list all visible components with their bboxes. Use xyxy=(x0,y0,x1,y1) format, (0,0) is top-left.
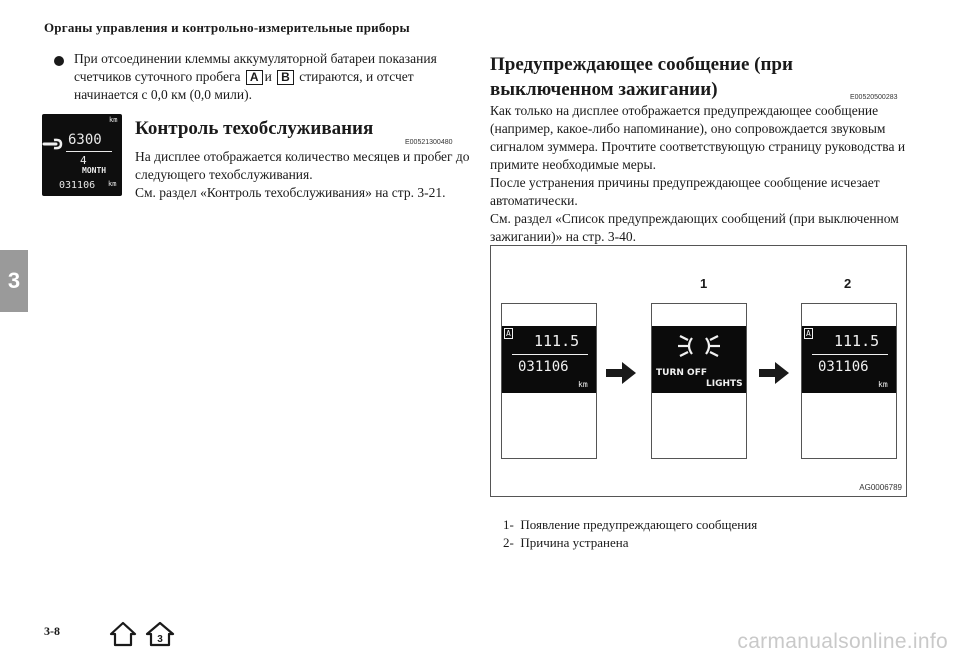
lights-warning-icon xyxy=(676,330,722,362)
km-unit: km xyxy=(878,380,888,389)
arrow-right-icon xyxy=(759,362,789,384)
warning-section-code: E00520500283 xyxy=(850,94,898,101)
warning-section-title: Предупреждающее сообщение (при выключенном зажигании) xyxy=(490,54,793,100)
reset-note xyxy=(74,50,474,104)
display-divider xyxy=(512,354,588,355)
figure-code: AG0006789 xyxy=(859,483,902,492)
warning-line-1: TURN OFF xyxy=(656,368,707,378)
figure-legend xyxy=(503,516,757,552)
home-icon[interactable] xyxy=(108,620,138,648)
page-header: Органы управления и контрольно-измерительные приборы xyxy=(44,20,410,35)
legend-number: 1- xyxy=(503,517,514,532)
display-divider xyxy=(812,354,888,355)
trip-a-key: A xyxy=(246,70,263,85)
warning-body-text-3: См. раздел «Список предупреждающих сообщений (при выключенном зажигании)» на стр. 3-40. xyxy=(490,211,899,244)
bullet-icon xyxy=(54,56,64,66)
legend-number: 2- xyxy=(503,535,514,550)
watermark: carmanualsonline.info xyxy=(737,630,948,653)
reset-note-text-2: стираются, и отсчет начинается с 0,0 км (0,0 мили). xyxy=(74,69,414,102)
page-number: 3-8 xyxy=(44,624,60,638)
service-distance: 6300 xyxy=(68,132,102,148)
service-section-body xyxy=(135,148,470,202)
warning-body-text-1: Как только на дисплее отображается предупреждающее сообщение (например, какое-либо напоминание), оно сопровождается звуковым сигналом зуммера. Прочтите соответствующую страницу руководства и примите необходимые меры. xyxy=(490,103,906,172)
trip-badge: A xyxy=(806,329,811,338)
km-label-bottom: km xyxy=(108,180,117,188)
display-panel-after xyxy=(801,303,897,459)
legend-text: Появление предупреждающего сообщения xyxy=(520,517,758,532)
conjunction: и xyxy=(264,69,272,84)
trip-display xyxy=(502,326,596,393)
trip-value: 111.5 xyxy=(534,332,580,350)
odometer-value: 031106 xyxy=(59,180,96,191)
odometer-value: 031106 xyxy=(818,359,869,375)
service-section-title: Контроль техобслуживания xyxy=(135,118,374,139)
service-section-code: E00521300480 xyxy=(405,139,453,146)
km-unit: km xyxy=(578,380,588,389)
service-reference: См. раздел «Контроль техобслуживания» на стр. 3-21. xyxy=(135,185,446,200)
display-panel-before xyxy=(501,303,597,459)
chapter-home-icon[interactable] xyxy=(144,620,176,648)
trip-b-key: B xyxy=(277,70,294,85)
chapter-home-number: 3 xyxy=(157,634,163,645)
chapter-tab[interactable] xyxy=(0,250,28,312)
arrow-right-icon xyxy=(606,362,636,384)
warning-line-2: LIGHTS xyxy=(706,379,743,389)
legend-item xyxy=(503,534,757,552)
service-body-text: На дисплее отображается количество месяцев и пробег до следующего техобслуживания. xyxy=(135,149,470,182)
reset-note-text-1: При отсоединении клеммы аккумуляторной батареи показания счетчиков суточного пробега xyxy=(74,51,437,84)
km-label-top: km xyxy=(109,116,118,124)
odometer-value: 031106 xyxy=(518,359,569,375)
trip-badge: A xyxy=(506,329,511,338)
callout-1: 1 xyxy=(700,276,708,291)
legend-item xyxy=(503,516,757,534)
trip-value: 111.5 xyxy=(834,332,880,350)
trip-display xyxy=(802,326,896,393)
divider xyxy=(66,151,112,152)
wrench-icon xyxy=(42,136,64,150)
month-label: MONTH xyxy=(82,166,107,175)
warning-body-text-2: После устранения причины предупреждающее сообщение исчезает автоматически. xyxy=(490,175,880,208)
callout-2: 2 xyxy=(844,276,852,291)
service-reminder-display xyxy=(42,114,122,196)
service-months: 4 xyxy=(80,154,87,167)
warning-section-body xyxy=(490,102,915,246)
warning-message-figure xyxy=(490,245,907,497)
legend-text: Причина устранена xyxy=(520,535,629,550)
display-panel-warning xyxy=(651,303,747,459)
warning-display xyxy=(652,326,746,393)
chapter-number: 3 xyxy=(7,268,21,293)
